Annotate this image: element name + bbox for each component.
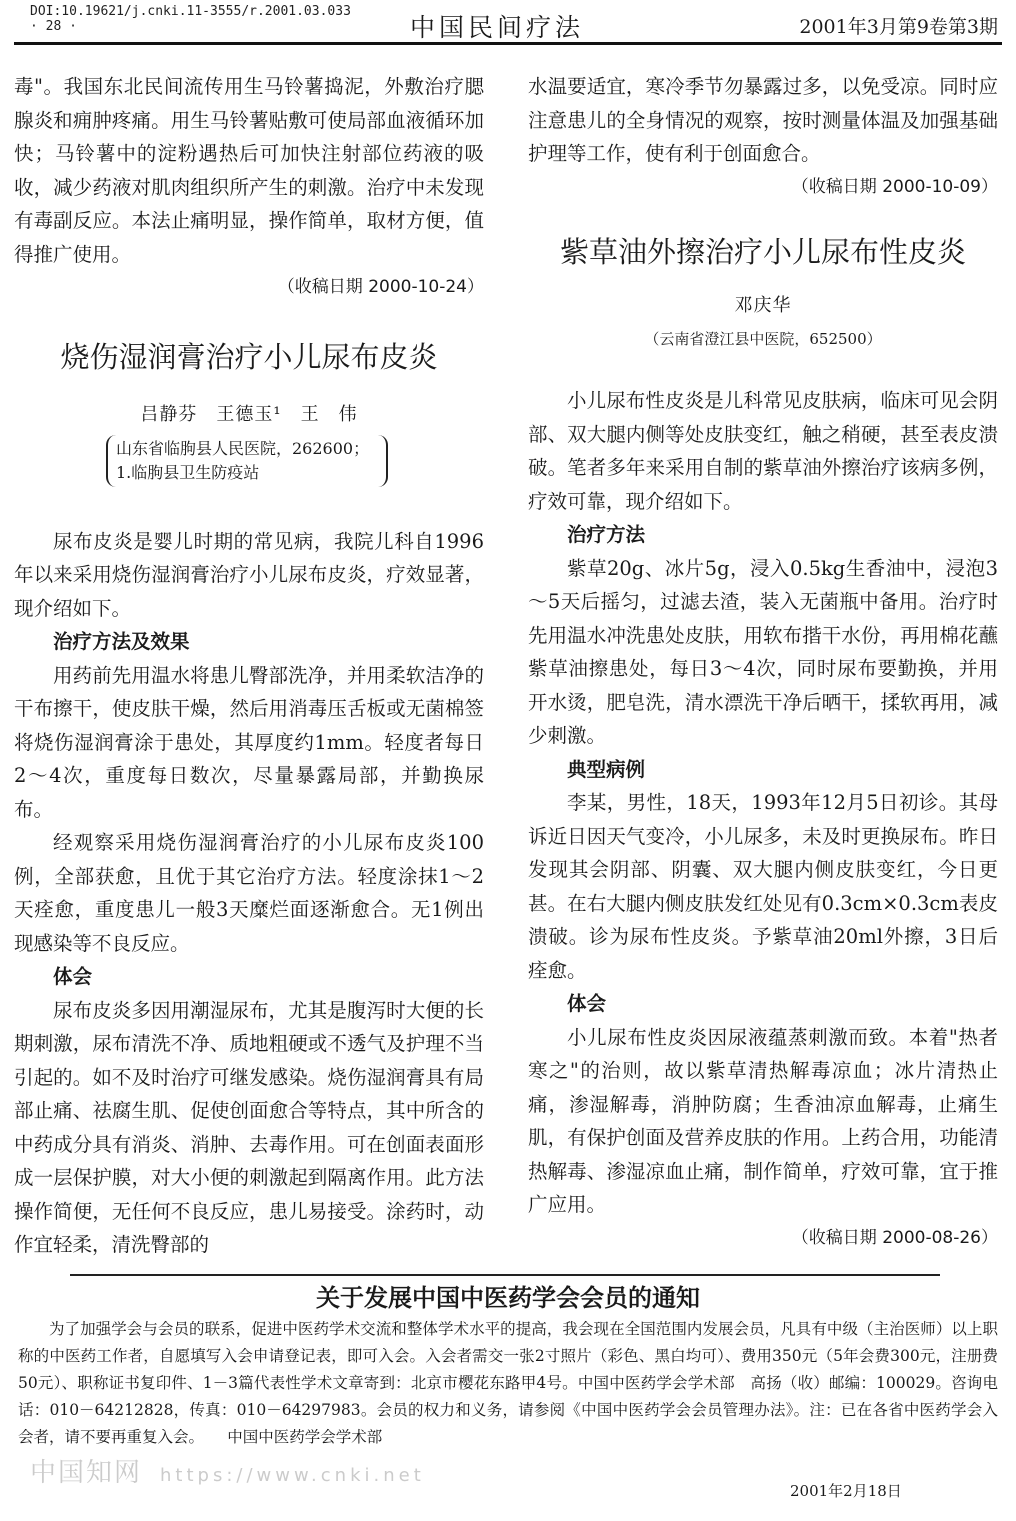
cnki-watermark [30, 1452, 425, 1489]
article1-intro: 尿布皮炎是婴儿时期的常见病，我院儿科自1996年以来采用烧伤湿润膏治疗小儿尿布皮炎，疗效显著，现介绍如下。 [14, 529, 484, 620]
article2-paragraph: 小儿尿布性皮炎因尿液蕴蒸刺激而致。本着"热者寒之"的治则，故以紫草清热解毒凉血；冰片清热止痛，渗湿解毒，消肿防腐；生香油凉血解毒，止痛生肌，有保护创面及营养皮肤的作用。上药合用，功能清热解毒、渗湿凉血止痛，制作简单，疗效可靠，宜于推广应用。 [528, 1025, 998, 1216]
article2-affiliation: （云南省澄江县中医院，652500） [644, 330, 882, 348]
article1-affiliation [106, 435, 388, 487]
article1-paragraph: 用药前先用温水将患儿臀部洗净，并用柔软洁净的干布擦干，使皮肤干燥，然后用消毒压舌板或无菌棉签将烧伤湿润膏涂于患处，其厚度约1mm。轻度者每日2～4次，重度每日数次，尽量暴露局部，并勤换尿布。 [14, 663, 484, 821]
notice-divider [70, 1274, 940, 1276]
section-heading: 治疗方法及效果 [53, 630, 190, 653]
section-heading: 体会 [567, 992, 607, 1015]
article2-title: 紫草油外擦治疗小儿尿布性皮炎 [559, 235, 966, 269]
watermark-text: 中国知网 [30, 1458, 143, 1488]
journal-name: 中国民间疗法 [410, 13, 585, 42]
continued-paragraph: 水温要适宜，寒冷季节勿暴露过多，以免受凉。同时应注意患儿的全身情况的观察，按时测量体温及加强基础护理等工作，使有利于创面愈合。 [528, 75, 998, 165]
section-heading: 典型病例 [567, 757, 646, 781]
article2-intro: 小儿尿布性皮炎是儿科常见皮肤病，临床可见会阴部、双大腿内侧等处皮肤变红，触之稍硬，甚至表皮溃破。笔者多年来采用自制的紫草油外擦治疗该病多例，疗效可靠，现介绍如下。 [528, 389, 998, 513]
notice-date: 2001年2月18日 [790, 1482, 902, 1500]
received-date: （收稿日期 2000-08-26） [791, 1227, 998, 1248]
page-number: · 28 · [30, 19, 77, 34]
watermark-url: https://www.cnki.net [160, 1465, 425, 1486]
article1-paragraph: 尿布皮炎多因用潮湿尿布，尤其是腹泻时大便的长期刺激，尿布清洗不净、质地粗硬或不透气及护理不当引起的。如不及时治疗可继发感染。烧伤湿润膏具有局部止痛、祛腐生肌、促使创面愈合等特点，其中所含的中药成分具有消炎、消肿、去毒作用。可在创面表面形成一层保护膜，对大小便的刺激起到隔离作用。此方法操作简便，无任何不良反应，患儿易接受。涂药时，动作宜轻柔，清洗臀部的 [14, 998, 484, 1256]
header-divider [14, 42, 1002, 45]
section-heading: 治疗方法 [567, 523, 646, 546]
issue-info: 2001年3月第9卷第3期 [799, 16, 998, 38]
section-heading: 体会 [53, 965, 93, 988]
doi-text: DOI:10.19621/j.cnki.11-3555/r.2001.03.033 [30, 4, 351, 19]
affiliation-line: 山东省临朐县人民医院，262600； [116, 438, 370, 458]
notice-title: 关于发展中国中医药学会会员的通知 [316, 1284, 700, 1312]
article1-authors: 吕静芬 王德玉¹ 王 伟 [140, 403, 358, 425]
article2-paragraph: 紫草20g、冰片5g，浸入0.5kg生香油中，浸泡3～5天后摇匀，过滤去渣，装入无菌瓶中备用。治疗时先用温水冲洗患处皮肤，用软布揩干水份，再用棉花蘸紫草油擦患处，每日3～4次，同时尿布要勤换，并用开水烫，肥皂洗，清水漂洗干净后晒干，揉软再用，减少刺激。 [528, 556, 998, 747]
right-column [528, 70, 998, 1255]
continued-paragraph: 毒"。我国东北民间流传用生马铃薯捣泥，外敷治疗腮腺炎和痈肿疼痛。用生马铃薯贴敷可使局部血液循环加快；马铃薯中的淀粉遇热后可加快注射部位药液的吸收，减少药液对肌肉组织所产生的刺激。治疗中未发现有毒副反应。本法止痛明显，操作简单，取材方便，值得推广使用。 [14, 75, 484, 266]
received-date: （收稿日期 2000-10-09） [791, 176, 998, 197]
notice-body: 为了加强学会与会员的联系，促进中医药学术交流和整体学术水平的提高，我会现在全国范围内发展会员，凡具有中级（主治医师）以上职称的中医药工作者，自愿填写入会申请登记表，即可入会。入会者需交一张2寸照片（彩色、黑白均可）、费用350元（5年会费300元，注册费50元）、职称证书复印件、1－3篇代表性学术文章寄到：北京市樱花东路甲4号。中国中医药学会学术部 高扬（收）邮编：100029。咨询电话：010－64212828，传真：010－64297983。会员的权力和义务，请参阅《中国中医药学会会员管理办法》。注：已在各省中医药学会入会者，请不要再重复入会。 中国中医药学会学术部 [18, 1320, 998, 1446]
article1-title: 烧伤湿润膏治疗小儿尿布皮炎 [60, 339, 438, 374]
doi-header [30, 4, 351, 34]
left-column [14, 70, 484, 1262]
affiliation-line: 1.临朐县卫生防疫站 [116, 462, 260, 482]
article1-paragraph: 经观察采用烧伤湿润膏治疗的小儿尿布皮炎100例，全部获愈，且优于其它治疗方法。轻度涂抹1～2天痊愈，重度患儿一般3天糜烂面逐渐愈合。无1例出现感染等不良反应。 [14, 831, 484, 955]
article2-paragraph: 李某，男性，18天，1993年12月5日初诊。其母诉近日因天气变冷，小儿尿多，未及时更换尿布。昨日发现其会阴部、阴囊、双大腿内侧皮肤变红，今日更甚。在右大腿内侧皮肤发红处见有0.3cm×0.3cm表皮溃破。诊为尿布性皮炎。予紫草油20ml外擦，3日后痊愈。 [528, 791, 998, 982]
article2-author: 邓庆华 [734, 295, 792, 316]
received-date: （收稿日期 2000-10-24） [277, 277, 484, 297]
